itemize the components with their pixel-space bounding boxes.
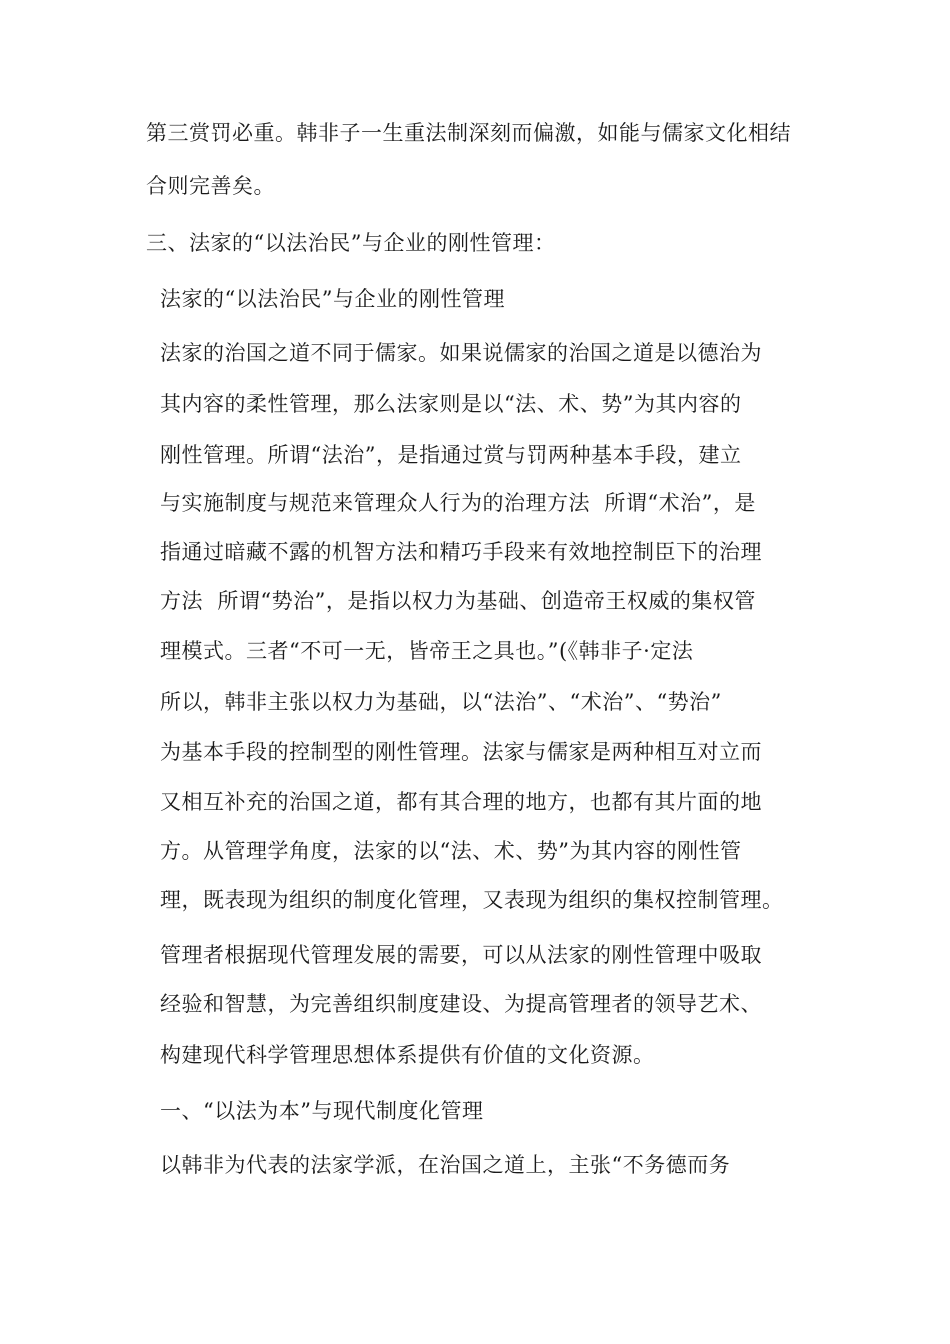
text-line: 法家的治国之道不同于儒家。如果说儒家的治国之道是以德治为 bbox=[160, 341, 762, 365]
text-line: 第三赏罚必重。韩非子一生重法制深刻而偏激，如能与儒家文化相结 bbox=[146, 121, 791, 145]
text-line: 所以，韩非主张以权力为基础，以“法治”、“术治”、“势治” bbox=[160, 690, 722, 714]
text-line: 经验和智慧，为完善组织制度建设、为提高管理者的领导艺术、 bbox=[160, 992, 762, 1016]
text-line: 与实施制度与规范来管理众人行为的治理方法 所谓“术治”，是 bbox=[160, 491, 756, 515]
text-line: 理，既表现为组织的制度化管理，又表现为组织的集权控制管理。 bbox=[160, 888, 784, 912]
section-heading: 三、法家的“以法治民”与企业的刚性管理： bbox=[146, 231, 556, 255]
text-line: 以韩非为代表的法家学派，在治国之道上，主张“不务德而务 bbox=[160, 1153, 731, 1177]
text-line: 构建现代科学管理思想体系提供有价值的文化资源。 bbox=[160, 1043, 655, 1067]
subsection-heading: 法家的“以法治民”与企业的刚性管理 bbox=[160, 287, 505, 311]
text-line: 方。从管理学角度，法家的以“法、术、势”为其内容的刚性管 bbox=[160, 839, 742, 863]
text-line: 刚性管理。所谓“法治”，是指通过赏与罚两种基本手段，建立 bbox=[160, 443, 742, 467]
text-line: 理模式。三者“不可一无，皆帝王之具也。”(《韩非子·定法 bbox=[160, 639, 694, 663]
text-line: 管理者根据现代管理发展的需要，可以从法家的刚性管理中吸取 bbox=[160, 943, 762, 967]
text-line: 合则完善矣。 bbox=[146, 174, 275, 198]
text-line: 指通过暗藏不露的机智方法和精巧手段来有效地控制臣下的治理 bbox=[160, 540, 762, 564]
text-line: 为基本手段的控制型的刚性管理。法家与儒家是两种相互对立而 bbox=[160, 740, 762, 764]
text-line: 又相互补充的治国之道，都有其合理的地方，也都有其片面的地 bbox=[160, 790, 762, 814]
text-line: 方法 所谓“势治”，是指以权力为基础、创造帝王权威的集权管 bbox=[160, 589, 756, 613]
text-line: 其内容的柔性管理，那么法家则是以“法、术、势”为其内容的 bbox=[160, 392, 742, 416]
subsection-heading: 一、“以法为本”与现代制度化管理 bbox=[160, 1099, 484, 1123]
